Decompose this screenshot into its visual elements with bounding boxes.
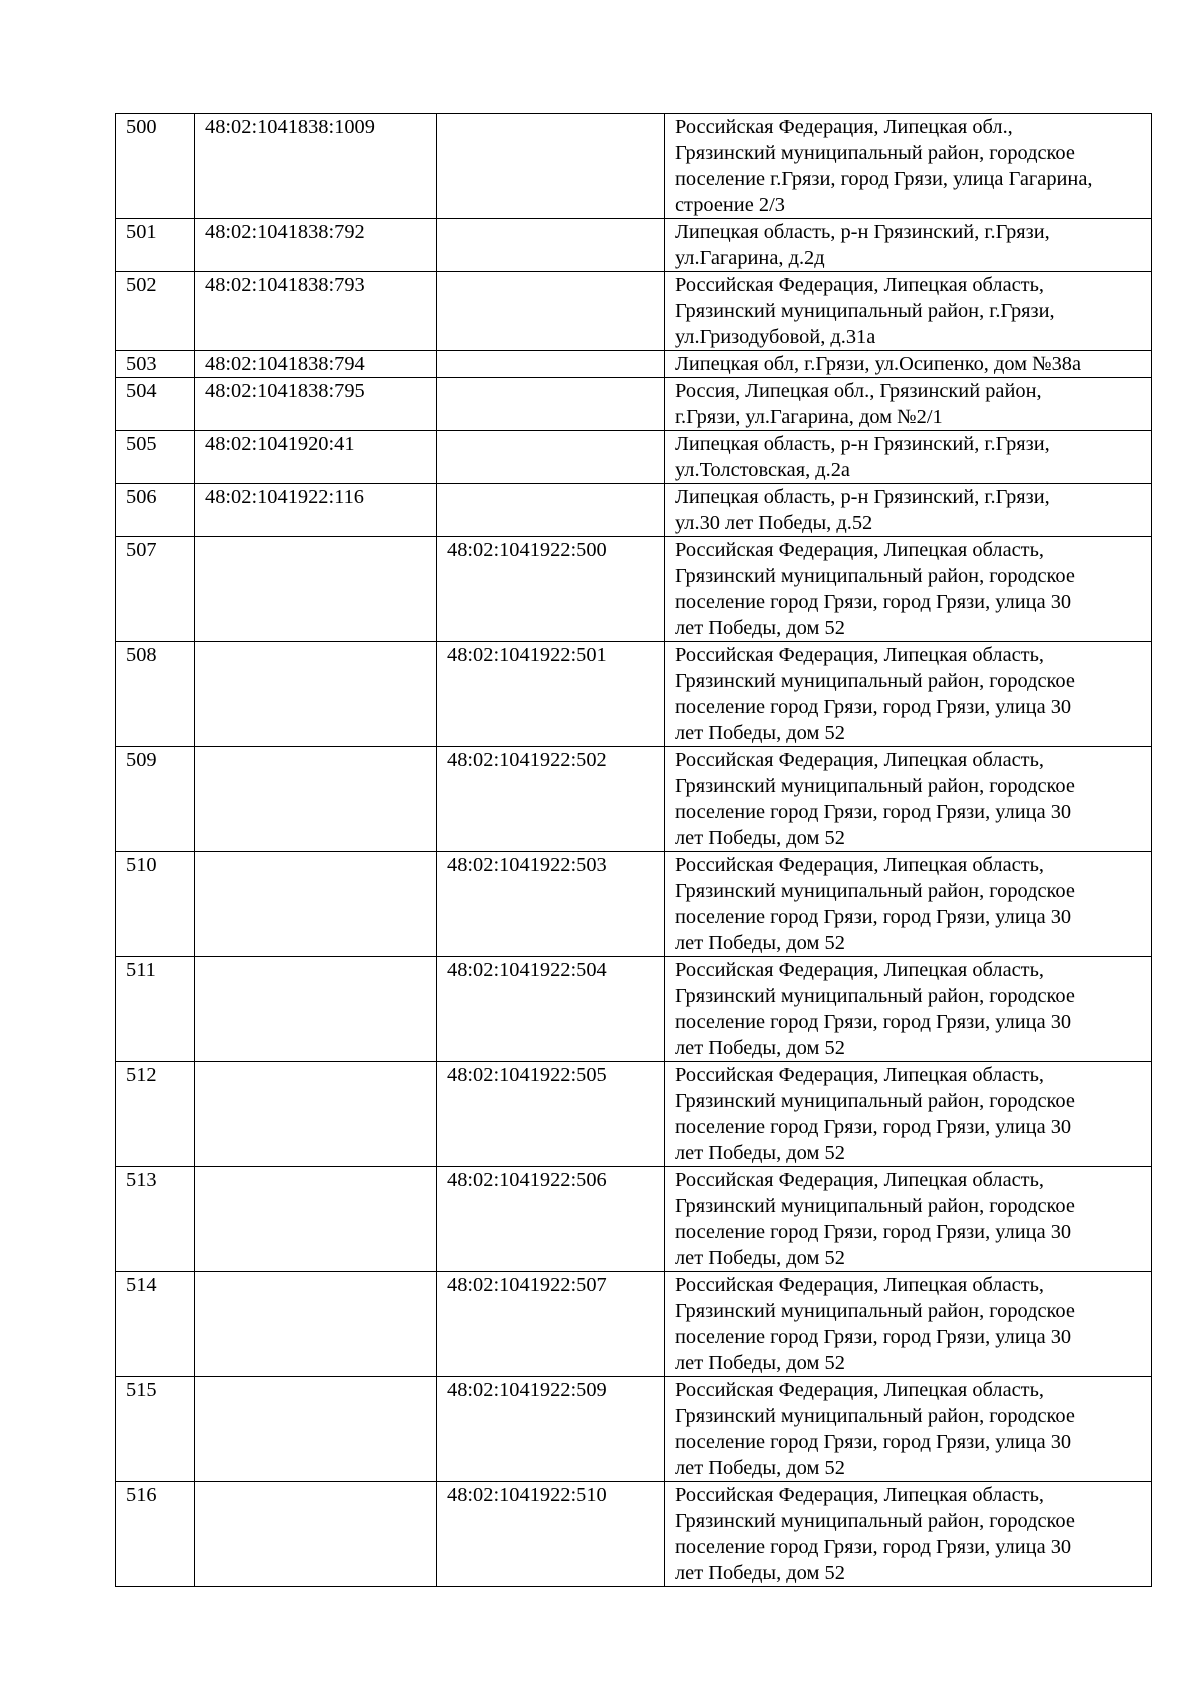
- building-cadastral-number-cell: 48:02:1041922:505: [437, 1062, 665, 1167]
- table-row: [116, 114, 1152, 219]
- table-row: [116, 219, 1152, 272]
- land-plot-cadastral-number-cell: 48:02:1041838:795: [195, 378, 437, 431]
- building-cadastral-number-cell: 48:02:1041922:509: [437, 1377, 665, 1482]
- row-number-cell: 512: [116, 1062, 195, 1167]
- table-row: [116, 1377, 1152, 1482]
- land-plot-cadastral-number-cell: [195, 537, 437, 642]
- address-cell: Российская Федерация, Липецкая область, Грязинский муниципальный район, городское поселение город Грязи, город Грязи, улица 30 лет Победы, дом 52: [665, 1062, 1152, 1167]
- land-plot-cadastral-number-cell: [195, 642, 437, 747]
- table-body: [116, 114, 1152, 1587]
- address-cell: Российская Федерация, Липецкая обл., Грязинский муниципальный район, городское поселение г.Грязи, город Грязи, улица Гагарина, строение 2/3: [665, 114, 1152, 219]
- row-number-cell: 507: [116, 537, 195, 642]
- address-cell: Липецкая обл, г.Грязи, ул.Осипенко, дом №38а: [665, 351, 1152, 378]
- row-number-cell: 516: [116, 1482, 195, 1587]
- row-number-cell: 509: [116, 747, 195, 852]
- building-cadastral-number-cell: [437, 378, 665, 431]
- address-cell: Российская Федерация, Липецкая область, Грязинский муниципальный район, городское поселение город Грязи, город Грязи, улица 30 лет Победы, дом 52: [665, 1167, 1152, 1272]
- land-plot-cadastral-number-cell: [195, 852, 437, 957]
- building-cadastral-number-cell: 48:02:1041922:510: [437, 1482, 665, 1587]
- land-plot-cadastral-number-cell: 48:02:1041838:793: [195, 272, 437, 351]
- row-number-cell: 510: [116, 852, 195, 957]
- land-plot-cadastral-number-cell: 48:02:1041922:116: [195, 484, 437, 537]
- building-cadastral-number-cell: 48:02:1041922:501: [437, 642, 665, 747]
- address-cell: Российская Федерация, Липецкая область, Грязинский муниципальный район, городское поселение город Грязи, город Грязи, улица 30 лет Победы, дом 52: [665, 1482, 1152, 1587]
- land-plot-cadastral-number-cell: 48:02:1041838:794: [195, 351, 437, 378]
- table-row: [116, 378, 1152, 431]
- address-cell: Российская Федерация, Липецкая область, Грязинский муниципальный район, г.Грязи, ул.Гризодубовой, д.31а: [665, 272, 1152, 351]
- building-cadastral-number-cell: [437, 484, 665, 537]
- row-number-cell: 505: [116, 431, 195, 484]
- address-cell: Российская Федерация, Липецкая область, Грязинский муниципальный район, городское поселение город Грязи, город Грязи, улица 30 лет Победы, дом 52: [665, 1272, 1152, 1377]
- table-row: [116, 957, 1152, 1062]
- table-row: [116, 852, 1152, 957]
- table-row: [116, 1167, 1152, 1272]
- table-row: [116, 1272, 1152, 1377]
- row-number-cell: 515: [116, 1377, 195, 1482]
- address-cell: Россия, Липецкая обл., Грязинский район, г.Грязи, ул.Гагарина, дом №2/1: [665, 378, 1152, 431]
- cadastral-table: [115, 113, 1152, 1587]
- address-cell: Российская Федерация, Липецкая область, Грязинский муниципальный район, городское поселение город Грязи, город Грязи, улица 30 лет Победы, дом 52: [665, 537, 1152, 642]
- building-cadastral-number-cell: 48:02:1041922:503: [437, 852, 665, 957]
- address-cell: Российская Федерация, Липецкая область, Грязинский муниципальный район, городское поселение город Грязи, город Грязи, улица 30 лет Победы, дом 52: [665, 852, 1152, 957]
- building-cadastral-number-cell: [437, 219, 665, 272]
- table-row: [116, 431, 1152, 484]
- table-row: [116, 1482, 1152, 1587]
- table-row: [116, 1062, 1152, 1167]
- document-page: [115, 113, 1151, 1587]
- building-cadastral-number-cell: 48:02:1041922:502: [437, 747, 665, 852]
- land-plot-cadastral-number-cell: 48:02:1041838:792: [195, 219, 437, 272]
- land-plot-cadastral-number-cell: [195, 1377, 437, 1482]
- row-number-cell: 508: [116, 642, 195, 747]
- land-plot-cadastral-number-cell: [195, 957, 437, 1062]
- row-number-cell: 504: [116, 378, 195, 431]
- land-plot-cadastral-number-cell: 48:02:1041920:41: [195, 431, 437, 484]
- building-cadastral-number-cell: 48:02:1041922:507: [437, 1272, 665, 1377]
- land-plot-cadastral-number-cell: [195, 1272, 437, 1377]
- building-cadastral-number-cell: 48:02:1041922:506: [437, 1167, 665, 1272]
- address-cell: Российская Федерация, Липецкая область, Грязинский муниципальный район, городское поселение город Грязи, город Грязи, улица 30 лет Победы, дом 52: [665, 747, 1152, 852]
- row-number-cell: 513: [116, 1167, 195, 1272]
- building-cadastral-number-cell: [437, 351, 665, 378]
- building-cadastral-number-cell: [437, 431, 665, 484]
- table-row: [116, 747, 1152, 852]
- row-number-cell: 500: [116, 114, 195, 219]
- table-row: [116, 484, 1152, 537]
- table-row: [116, 537, 1152, 642]
- row-number-cell: 501: [116, 219, 195, 272]
- row-number-cell: 502: [116, 272, 195, 351]
- row-number-cell: 506: [116, 484, 195, 537]
- address-cell: Липецкая область, р-н Грязинский, г.Грязи, ул.Толстовская, д.2а: [665, 431, 1152, 484]
- table-row: [116, 272, 1152, 351]
- address-cell: Российская Федерация, Липецкая область, Грязинский муниципальный район, городское поселение город Грязи, город Грязи, улица 30 лет Победы, дом 52: [665, 957, 1152, 1062]
- land-plot-cadastral-number-cell: [195, 1167, 437, 1272]
- building-cadastral-number-cell: 48:02:1041922:500: [437, 537, 665, 642]
- building-cadastral-number-cell: 48:02:1041922:504: [437, 957, 665, 1062]
- building-cadastral-number-cell: [437, 114, 665, 219]
- land-plot-cadastral-number-cell: [195, 1062, 437, 1167]
- address-cell: Липецкая область, р-н Грязинский, г.Грязи, ул.30 лет Победы, д.52: [665, 484, 1152, 537]
- address-cell: Российская Федерация, Липецкая область, Грязинский муниципальный район, городское поселение город Грязи, город Грязи, улица 30 лет Победы, дом 52: [665, 642, 1152, 747]
- row-number-cell: 511: [116, 957, 195, 1062]
- table-row: [116, 351, 1152, 378]
- row-number-cell: 514: [116, 1272, 195, 1377]
- table-row: [116, 642, 1152, 747]
- land-plot-cadastral-number-cell: [195, 747, 437, 852]
- land-plot-cadastral-number-cell: [195, 1482, 437, 1587]
- address-cell: Липецкая область, р-н Грязинский, г.Грязи, ул.Гагарина, д.2д: [665, 219, 1152, 272]
- building-cadastral-number-cell: [437, 272, 665, 351]
- address-cell: Российская Федерация, Липецкая область, Грязинский муниципальный район, городское поселение город Грязи, город Грязи, улица 30 лет Победы, дом 52: [665, 1377, 1152, 1482]
- row-number-cell: 503: [116, 351, 195, 378]
- land-plot-cadastral-number-cell: 48:02:1041838:1009: [195, 114, 437, 219]
